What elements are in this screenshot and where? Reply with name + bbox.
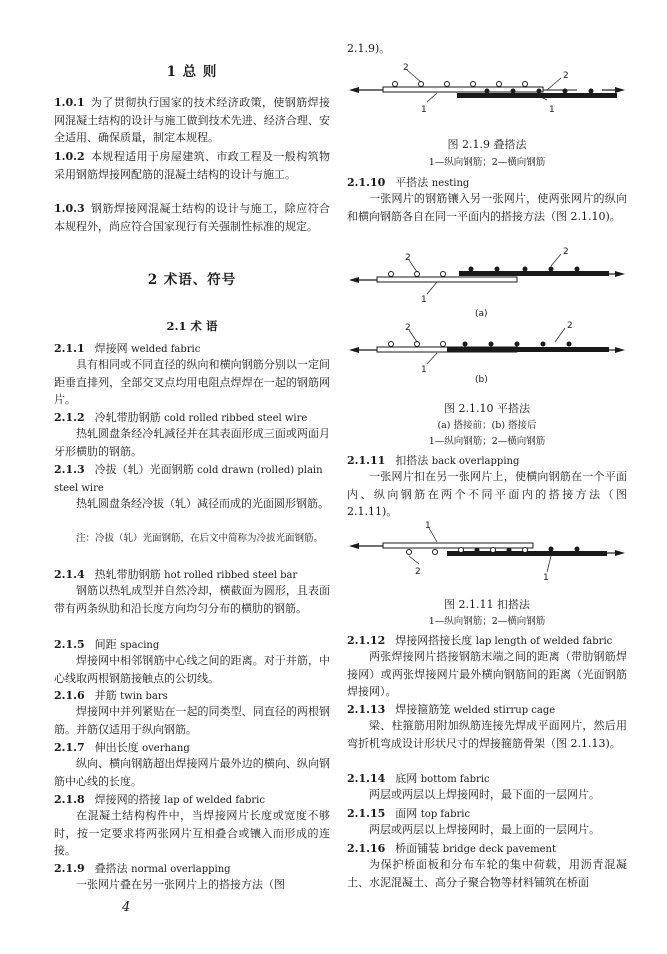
term-2-1-4-body: 钢筋以热轧成型并自然冷却，横截面为圆形，且表面带有两条纵肋和沿长度方向均匀分布的横肋的钢筋。 <box>54 584 330 615</box>
svg-text:1: 1 <box>421 365 427 375</box>
label-1: 1 <box>549 105 555 115</box>
term-number: 2.1.3 <box>54 463 85 476</box>
term-en: cold drawn (rolled) plain steel wire <box>54 465 323 494</box>
term-cn: 冷轧带肋钢筋 <box>94 411 161 424</box>
svg-text:2: 2 <box>567 321 573 331</box>
term-en: bridge deck pavement <box>442 844 557 855</box>
term-number: 2.1.10 <box>347 176 386 189</box>
figure-2-1-9-drawing <box>347 60 627 120</box>
subfigure-b-label: (b) <box>475 375 488 385</box>
term-en: top fabric <box>420 809 471 820</box>
term-en: welded stirrup cage <box>453 705 556 716</box>
term-en: welded fabric <box>131 344 201 355</box>
figure-2-1-10-subcaption: (a) 搭接前；(b) 搭接后 <box>437 420 537 431</box>
clause-text: 为了贯彻执行国家的技术经济政策，使钢筋焊接网混凝土结构的设计与施工做到技术先进、经济合理、安全适用、确保质量，制定本规程。 <box>54 96 330 144</box>
crossbar-dot <box>419 82 424 87</box>
figure-2-1-10a-drawing <box>347 244 627 320</box>
term-number: 2.1.2 <box>54 411 85 424</box>
term-2-1-8-body: 在混凝土结构构件中，当焊接网片长度或宽度不够时，按一定要求将两张网片互相叠合或镶入而形成的连接。 <box>54 809 330 857</box>
crossbar-dot <box>589 89 594 94</box>
term-cn: 热轧带肋钢筋 <box>94 568 161 581</box>
term-en: normal overlapping <box>131 864 231 875</box>
svg-text:2: 2 <box>405 323 411 333</box>
term-cn: 桥面铺装 <box>395 842 440 855</box>
term-en: lap of welded fabric <box>164 795 265 806</box>
term-number: 2.1.9 <box>54 862 85 875</box>
term-number: 2.1.12 <box>347 634 386 647</box>
term-en: spacing <box>120 640 160 651</box>
term-number: 2.1.5 <box>54 638 85 651</box>
section-2-1-title: 2.1 术 语 <box>166 319 218 333</box>
term-cn: 焊接箍筋笼 <box>395 703 451 716</box>
term-number: 2.1.11 <box>347 454 386 467</box>
term-2-1-3-note: 注：冷拔（轧）光面钢筋，在后文中简称为冷拔光面钢筋。 <box>76 533 324 544</box>
chapter-2-title: 2 术语、符号 <box>147 272 237 288</box>
term-2-1-2-body: 热轧圆盘条经冷轧减径并在其表面形成三面或两面月牙形横肋的钢筋。 <box>54 427 330 458</box>
term-2-1-3 <box>54 461 330 497</box>
clause-1-0-3 <box>54 200 330 235</box>
term-number: 2.1.16 <box>347 842 386 855</box>
term-2-1-3-body: 热轧圆盘条经冷拔（轧）减径而成的光面圆形钢筋。 <box>76 497 329 510</box>
term-cn: 底网 <box>395 772 418 785</box>
term-en: back overlapping <box>431 456 520 467</box>
term-2-1-16-body: 为保护桥面板和分布车轮的集中荷载，用沥青混凝土、水泥混凝土、高分子聚合物等材料铺筑在桥面 <box>347 858 627 889</box>
arrow-left-head <box>349 87 359 93</box>
chapter-1-title: 1 总 则 <box>166 64 218 80</box>
figure-2-1-10-caption: 图 2.1.10 平搭法 <box>444 402 530 415</box>
page-number: 4 <box>122 900 131 915</box>
term-cn: 焊接网的搭接 <box>94 793 161 806</box>
term-en: twin bars <box>120 691 168 702</box>
top-fabric-bar <box>383 543 533 548</box>
term-number: 2.1.1 <box>54 342 85 355</box>
term-2-1-12-body: 两张焊接网片搭接钢筋末端之间的距离（带肋钢筋焊接网）或两张焊接网片最外横向钢筋间的距离（光面钢筋焊接网）。 <box>347 650 627 698</box>
term-en: overhang <box>142 743 190 754</box>
term-2-1-6-body: 焊接网中并列紧贴在一起的同类型、同直径的两根钢筋。并筋仅适用于纵向钢筋。 <box>54 705 330 736</box>
term-2-1-7-body: 纵向、横向钢筋超出焊接网片最外边的横向、纵向钢筋中心线的长度。 <box>54 757 330 788</box>
svg-text:1: 1 <box>543 573 549 583</box>
term-cn: 叠搭法 <box>94 862 128 875</box>
label-1: 1 <box>421 105 427 115</box>
left-fabric-bar <box>377 277 517 282</box>
term-cn: 平搭法 <box>395 176 429 189</box>
clause-number: 1.0.1 <box>54 96 85 109</box>
term-cn: 扣搭法 <box>395 454 429 467</box>
clause-number: 1.0.3 <box>54 202 85 215</box>
svg-text:1: 1 <box>425 521 431 531</box>
term-number: 2.1.15 <box>347 807 386 820</box>
term-2-1-11-body: 一张网片扣在另一张网片上，使横向钢筋在一个平面内、纵向钢筋在两个不同平面内的搭接方法（图 2.1.11)。 <box>347 470 627 518</box>
term-cn: 伸出长度 <box>94 741 139 754</box>
crossbar-dot <box>393 82 398 87</box>
term-en: lap length of welded fabric <box>475 636 613 647</box>
term-en: nesting <box>431 178 470 189</box>
svg-text:2: 2 <box>563 247 569 257</box>
term-cn: 并筋 <box>94 689 117 702</box>
term-2-1-15-body: 两层或两层以上焊接网时，最上面的一层网片。 <box>369 823 600 836</box>
crossbar-dot <box>497 82 502 87</box>
crossbar-dot <box>563 89 568 94</box>
term-number: 2.1.4 <box>54 568 85 581</box>
term-cn: 冷拔（轧）光面钢筋 <box>94 463 194 476</box>
crossbar-dot <box>445 82 450 87</box>
term-number: 2.1.13 <box>347 703 386 716</box>
clause-text: 本规程适用于房屋建筑、市政工程及一般构筑物采用钢筋焊接网配筋的混凝土结构的设计与施工。 <box>54 150 330 181</box>
figure-2-1-11-drawing <box>347 520 627 584</box>
term-en: cold rolled ribbed steel wire <box>164 413 308 424</box>
clause-number: 1.0.2 <box>54 150 85 163</box>
right-fabric-bar <box>459 271 609 276</box>
clause-1-0-2 <box>54 148 330 183</box>
term-2-1-10-body: 一张网片的钢筋镶入另一张网片，使两张网片的纵向和横向钢筋各自在同一平面内的搭接方法（图 2.1.10)。 <box>347 192 627 223</box>
clause-text: 钢筋焊接网混凝土结构的设计与施工，除应符合本规程外，尚应符合国家现行有关强制性标准的规定。 <box>54 202 330 233</box>
subfigure-a-label: (a) <box>475 309 488 319</box>
figure-2-1-10b-drawing <box>347 320 627 386</box>
clause-1-0-1 <box>54 94 330 147</box>
crossbar-dot <box>511 89 516 94</box>
upper-fabric-bar <box>383 87 543 92</box>
label-2: 2 <box>403 63 409 73</box>
term-cn: 焊接网搭接长度 <box>395 634 473 647</box>
continued-text: 2.1.9)。 <box>347 42 391 55</box>
crossbar-dot <box>537 89 542 94</box>
term-number: 2.1.8 <box>54 793 85 806</box>
term-en: hot rolled ribbed steel bar <box>164 570 298 581</box>
term-number: 2.1.14 <box>347 772 386 785</box>
term-number: 2.1.6 <box>54 689 85 702</box>
crossbar-dot <box>485 89 490 94</box>
label-2: 2 <box>563 71 569 81</box>
term-en: bottom fabric <box>420 774 490 785</box>
svg-text:2: 2 <box>405 253 411 263</box>
figure-2-1-9-legend: 1—纵向钢筋；2—横向钢筋 <box>428 157 546 168</box>
figure-2-1-11-caption: 图 2.1.11 扣搭法 <box>444 598 530 611</box>
crossbar-dot <box>523 82 528 87</box>
svg-text:2: 2 <box>415 567 421 577</box>
term-2-1-9-body: 一张网片叠在另一张网片上的搭接方法（图 <box>76 878 285 891</box>
figure-2-1-10-legend: 1—纵向钢筋；2—横向钢筋 <box>428 436 546 447</box>
figure-2-1-9-caption: 图 2.1.9 叠搭法 <box>447 138 527 151</box>
figure-2-1-11-legend: 1—纵向钢筋；2—横向钢筋 <box>428 616 546 627</box>
term-cn: 间距 <box>94 638 117 651</box>
term-2-1-13-body: 梁、柱箍筋用附加纵筋连接先焊成平面网片，然后用弯折机弯成设计形状尺寸的焊接箍筋骨架（图 2.1.13)。 <box>347 719 627 750</box>
lower-fabric-bar <box>457 93 617 98</box>
term-2-1-5-body: 焊接网中相邻钢筋中心线之间的距离。对于并筋，中心线取两根钢筋接触点的公切线。 <box>54 654 330 685</box>
term-2-1-1-body: 具有相同或不同直径的纵向和横向钢筋分别以一定间距垂直排列，全部交叉点均用电阻点焊焊在一起的钢筋网片。 <box>54 358 330 406</box>
svg-text:1: 1 <box>421 295 427 305</box>
crossbar-dot <box>471 82 476 87</box>
term-2-1-14-body: 两层或两层以上焊接网时，最下面的一层网片。 <box>369 788 600 801</box>
term-cn: 焊接网 <box>94 342 128 355</box>
term-cn: 面网 <box>395 807 418 820</box>
term-number: 2.1.7 <box>54 741 85 754</box>
